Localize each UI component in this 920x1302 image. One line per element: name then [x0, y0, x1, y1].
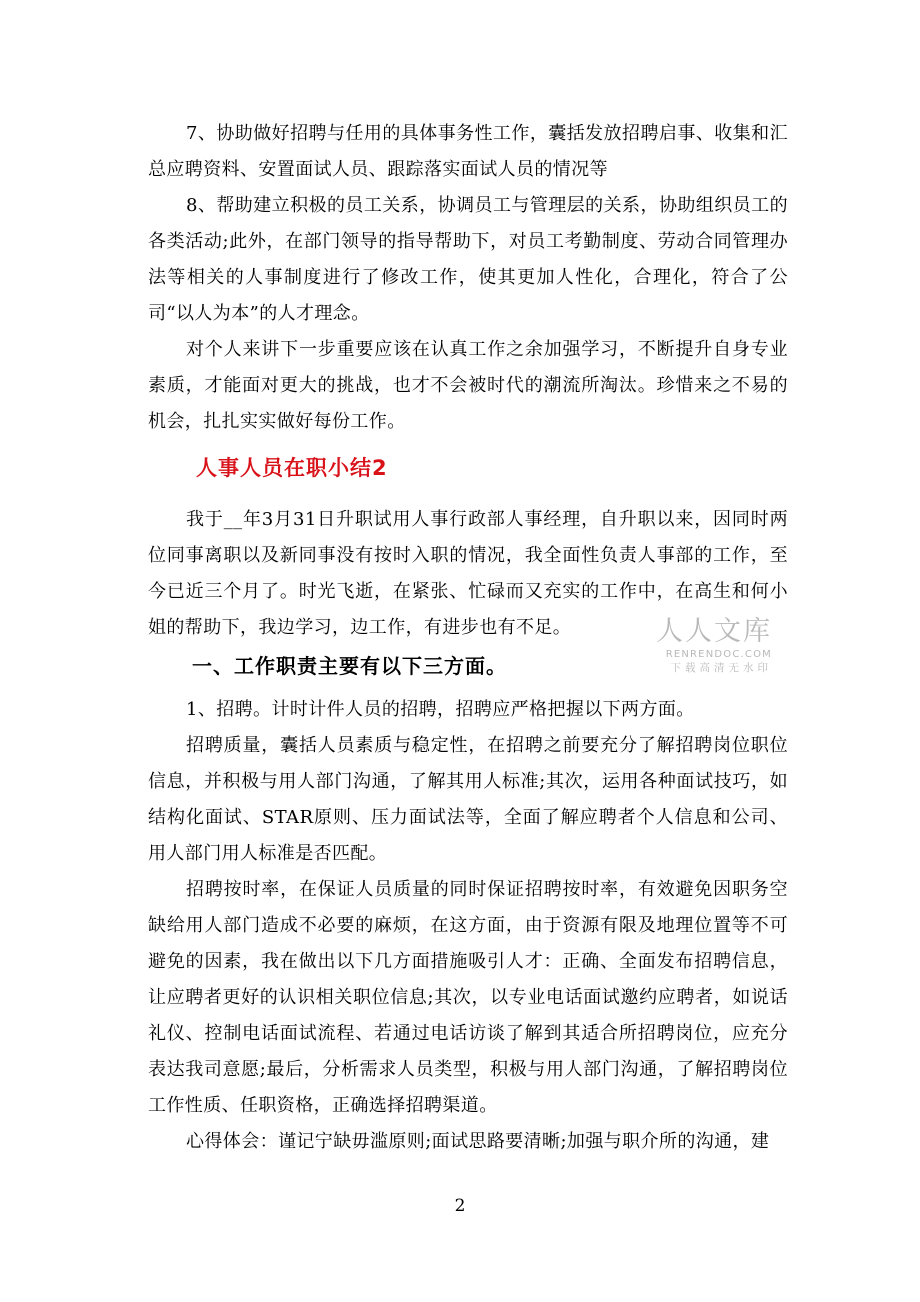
paragraph-recruitment: 1、招聘。计时计件人员的招聘，招聘应严格把握以下两方面。	[186, 699, 695, 720]
watermark-tagline: 下载高清无水印	[670, 662, 772, 674]
paragraph-recruitment-quality: 招聘质量，囊括人员素质与稳定性，在招聘之前要充分了解招聘岗位职位信息，并积极与用人部门沟通，了解其用人标准;其次，运用各种面试技巧，如结构化面试、STAR原则、压力面试法等，全面了解应聘者个人信息和公司、用人部门用人标准是否匹配。	[148, 735, 788, 864]
paragraph-item-8: 8、帮助建立积极的员工关系，协调员工与管理层的关系，协助组织员工的各类活动;此外，在部门领导的指导帮助下，对员工考勤制度、劳动合同管理办法等相关的人事制度进行了修改工作，使其更加人性化，合理化，符合了公司“以人为本”的人才理念。	[148, 195, 788, 324]
paragraph-item-7: 7、协助做好招聘与任用的具体事务性工作，囊括发放招聘启事、收集和汇总应聘资料、安置面试人员、跟踪落实面试人员的情况等	[148, 123, 788, 180]
paragraph-recruitment-timeliness: 招聘按时率，在保证人员质量的同时保证招聘按时率，有效避免因职务空缺给用人部门造成不必要的麻烦，在这方面，由于资源有限及地理位置等不可避免的因素，我在做出以下几方面措施吸引人才：正确、全面发布招聘信息，让应聘者更好的认识相关职位信息;其次，以专业电话面试邀约应聘者，如说话礼仪、控制电话面试流程、若通过电话访谈了解到其适合所招聘岗位，应充分表达我司意愿;最后，分析需求人员类型，积极与用人部门沟通，了解招聘岗位工作性质、任职资格，正确选择招聘渠道。	[148, 879, 788, 1116]
watermark-title: 人人文库	[656, 616, 772, 647]
watermark-logo	[638, 616, 772, 675]
section-title: 人事人员在职小结2	[196, 456, 388, 480]
paragraph-personal-plan: 对个人来讲下一步重要应该在认真工作之余加强学习，不断提升自身专业素质，才能面对更大的挑战，也才不会被时代的潮流所淘汰。珍惜来之不易的机会，扎扎实实做好每份工作。	[148, 339, 788, 432]
subsection-title: 一、工作职责主要有以下三方面。	[192, 654, 507, 678]
watermark-url: RENRENDOC.COM	[665, 649, 772, 660]
paragraph-intro: 我于__年3月31日升职试用人事行政部人事经理，自升职以来，因同时两位同事离职以及新同事没有按时入职的情况，我全面性负责人事部的工作，至今已近三个月了。时光飞逝，在紧张、忙碌而又充实的工作中，在高生和何小姐的帮助下，我边学习，边工作，有进步也有不足。	[148, 509, 788, 638]
paragraph-experience: 心得体会：谨记宁缺毋滥原则;面试思路要清晰;加强与职介所的沟通，建	[186, 1131, 770, 1152]
page-number: 2	[454, 1196, 466, 1216]
